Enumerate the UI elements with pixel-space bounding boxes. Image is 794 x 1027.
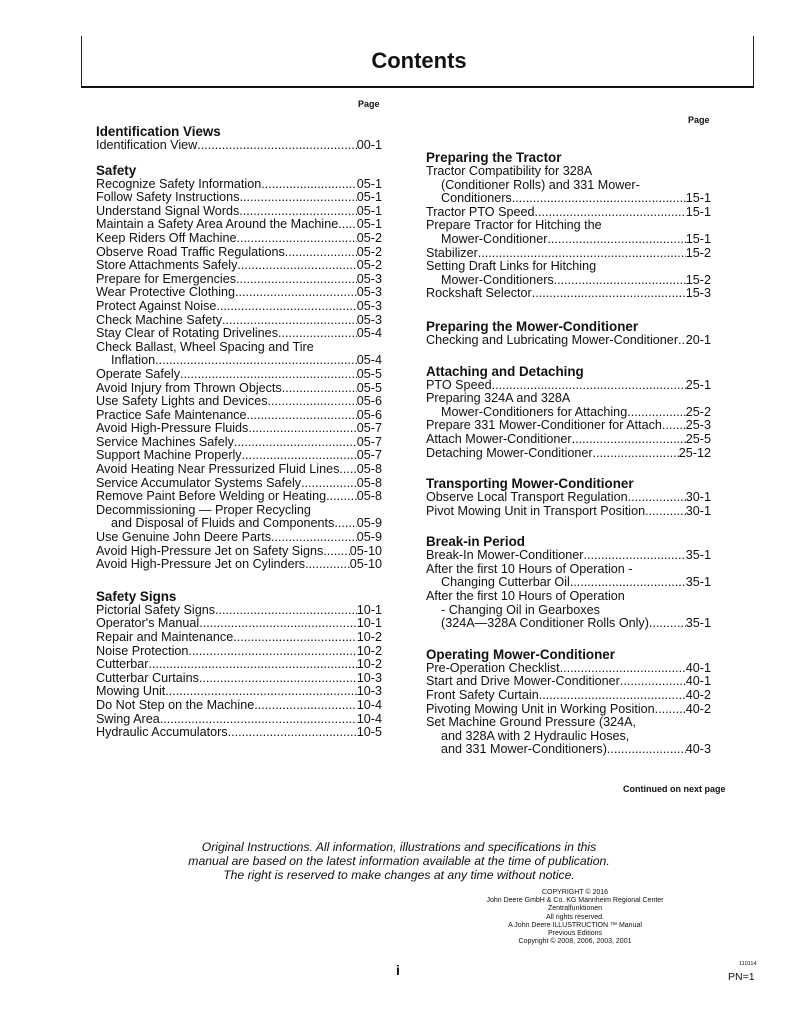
- toc-entry-label: Conditioners: [441, 191, 512, 206]
- toc-entry-page: 00-1: [356, 138, 382, 152]
- toc-entry[interactable]: [426, 743, 711, 757]
- toc-entry[interactable]: [96, 382, 382, 396]
- toc-entry-page: 05-8: [356, 489, 382, 504]
- toc-entry-page: 05-2: [356, 230, 382, 245]
- toc-entry-label: Noise Protection: [96, 643, 189, 658]
- toc-entry[interactable]: [96, 422, 382, 436]
- toc-section: [426, 647, 711, 757]
- toc-entry[interactable]: [96, 354, 382, 368]
- dot-leader: [271, 531, 357, 545]
- toc-entry[interactable]: [96, 436, 382, 450]
- toc-entry[interactable]: [96, 218, 382, 232]
- toc-entry[interactable]: [96, 286, 382, 300]
- toc-entry-page: 40-2: [685, 701, 711, 716]
- dot-leader: [570, 576, 686, 590]
- toc-entry-page: 10-4: [356, 711, 382, 726]
- toc-entry-label: Prepare 331 Mower-Conditioner for Attach: [426, 418, 662, 433]
- dot-leader: [535, 206, 686, 220]
- toc-entry-label: Do Not Step on the Machine: [96, 697, 255, 712]
- toc-entry[interactable]: [96, 545, 382, 559]
- toc-entry-label: Avoid High-Pressure Fluids: [96, 421, 249, 436]
- toc-entry-label: (324A—328A Conditioner Rolls Only): [441, 616, 649, 631]
- toc-entry-page: 05-7: [356, 448, 382, 463]
- dot-leader: [583, 549, 685, 563]
- toc-entry-label: Practice Safe Maintenance: [96, 407, 247, 422]
- toc-entry-label: Mower-Conditioner: [441, 231, 548, 246]
- toc-entry[interactable]: [96, 232, 382, 246]
- toc-entry[interactable]: [426, 491, 711, 505]
- toc-entry-label: Avoid Heating Near Pressurized Fluid Lines: [96, 462, 340, 477]
- toc-entry-line: Preparing 324A and 328A: [426, 391, 571, 406]
- toc-entry[interactable]: [96, 273, 382, 287]
- page-number: i: [396, 962, 400, 978]
- toc-section: [426, 319, 711, 348]
- toc-entry-label: Mower-Conditioners: [441, 272, 554, 287]
- toc-entry-page: 05-1: [356, 217, 382, 232]
- toc-entry[interactable]: [426, 447, 711, 461]
- dot-leader: [242, 449, 357, 463]
- copyright-block: [470, 889, 680, 946]
- toc-entry-label: Avoid Injury from Thrown Objects: [96, 380, 282, 395]
- toc-entry-label: Attach Mower-Conditioner: [426, 431, 572, 446]
- toc-section: [426, 364, 711, 461]
- contents-right-column: [426, 150, 711, 757]
- dot-leader: [620, 675, 686, 689]
- section-title: Identification Views: [96, 124, 221, 139]
- toc-entry-page: 30-1: [685, 490, 711, 505]
- section-title: Operating Mower-Conditioner: [426, 646, 615, 662]
- toc-entry[interactable]: [426, 675, 711, 689]
- dot-leader: [237, 259, 356, 273]
- toc-entry-label: Use Safety Lights and Devices: [96, 394, 268, 409]
- toc-section: [96, 124, 382, 153]
- toc-entry[interactable]: [96, 645, 382, 659]
- toc-entry-line: - Changing Oil in Gearboxes: [441, 602, 600, 617]
- toc-entry-page: 05-7: [356, 434, 382, 449]
- dot-leader: [662, 419, 686, 433]
- toc-entry[interactable]: [96, 604, 382, 618]
- toc-entry[interactable]: [96, 531, 382, 545]
- copyright-line: Previous Editions: [547, 930, 603, 938]
- toc-entry[interactable]: [96, 449, 382, 463]
- toc-entry-page: 10-2: [356, 657, 382, 672]
- toc-entry-label: Start and Drive Mower-Conditioner: [426, 674, 620, 689]
- toc-entry[interactable]: [426, 419, 711, 433]
- dot-leader: [197, 139, 357, 153]
- toc-entry[interactable]: [96, 205, 382, 219]
- toc-entry-page: 05-3: [356, 285, 382, 300]
- toc-entry-label: Remove Paint Before Welding or Heating: [96, 489, 327, 504]
- dot-leader: [233, 631, 357, 645]
- toc-entry[interactable]: [96, 259, 382, 273]
- toc-entry-line: and 328A with 2 Hydraulic Hoses,: [441, 728, 630, 743]
- toc-entry-page: 05-1: [356, 190, 382, 205]
- toc-entry-label: Pre-Operation Checklist: [426, 660, 560, 675]
- dot-leader: [678, 334, 686, 348]
- toc-entry-label: Mowing Unit: [96, 684, 166, 699]
- toc-entry-label: and Disposal of Fluids and Components: [111, 516, 335, 531]
- toc-entry[interactable]: [426, 505, 711, 519]
- dot-leader: [155, 354, 357, 368]
- dot-leader: [334, 517, 356, 531]
- toc-entry-line: Tractor Compatibility for 328A: [426, 164, 593, 178]
- toc-entry[interactable]: [426, 617, 711, 631]
- toc-entry-page: 05-10: [349, 543, 382, 558]
- original-instructions-notice: [150, 840, 648, 882]
- copyright-line: John Deere GmbH & Co. KG Mannheim Regional Center: [486, 897, 664, 905]
- toc-entry[interactable]: [96, 409, 382, 423]
- toc-entry-page: 15-2: [685, 245, 711, 260]
- toc-entry[interactable]: [96, 658, 382, 672]
- toc-entry-label: Checking and Lubricating Mower-Conditioner: [426, 332, 679, 347]
- toc-entry[interactable]: [426, 433, 711, 447]
- toc-entry[interactable]: [96, 314, 382, 328]
- dot-leader: [492, 379, 686, 393]
- toc-entry-page: 30-1: [685, 503, 711, 518]
- toc-entry-line: Decommissioning — Proper Recycling: [96, 502, 311, 517]
- dot-leader: [539, 689, 686, 703]
- toc-entry-line: Setting Draft Links for Hitching: [426, 259, 597, 274]
- toc-entry-label: Repair and Maintenance: [96, 630, 234, 644]
- dot-leader: [572, 433, 686, 447]
- toc-entry-label: Operator's Manual: [96, 616, 200, 631]
- dot-leader: [323, 545, 350, 559]
- section-title: Safety Signs: [96, 588, 177, 604]
- toc-entry-label: Stabilizer: [426, 245, 478, 260]
- dot-leader: [254, 699, 357, 713]
- toc-entry[interactable]: [426, 206, 711, 220]
- toc-entry-label: Check Machine Safety: [96, 312, 222, 327]
- toc-entry[interactable]: [96, 517, 382, 531]
- toc-entry-label: Wear Protective Clothing: [96, 285, 236, 300]
- section-title: Preparing the Mower-Conditioner: [426, 318, 639, 334]
- toc-entry-page: 25-5: [685, 431, 711, 446]
- pn-label: PN=1: [728, 971, 755, 983]
- toc-entry[interactable]: [426, 287, 711, 301]
- page-column-label-right: Page: [688, 115, 710, 125]
- dot-leader: [239, 205, 357, 219]
- toc-entry-page: 05-5: [356, 366, 382, 381]
- toc-entry-page: 05-3: [356, 312, 382, 327]
- toc-entry-label: Hydraulic Accumulators: [96, 725, 228, 740]
- dot-leader: [627, 406, 686, 420]
- toc-entry-label: Operate Safely: [96, 366, 181, 381]
- toc-entry-label: Front Safety Curtain: [426, 688, 539, 703]
- toc-entry-page: 40-2: [685, 688, 711, 703]
- toc-entry[interactable]: [96, 327, 382, 341]
- dot-leader: [222, 314, 357, 328]
- section-title: Transporting Mower-Conditioner: [426, 476, 634, 492]
- toc-entry-label: Understand Signal Words: [96, 203, 240, 218]
- dot-leader: [160, 713, 357, 727]
- toc-entry-label: Pivot Mowing Unit in Transport Position: [426, 503, 646, 518]
- toc-entry-page: 25-2: [685, 404, 711, 419]
- toc-entry-line: After the first 10 Hours of Operation: [426, 589, 625, 604]
- toc-entry[interactable]: [96, 139, 382, 153]
- dot-leader: [285, 246, 357, 260]
- toc-entry[interactable]: [96, 713, 382, 727]
- toc-entry[interactable]: [96, 699, 382, 713]
- toc-entry-page: 20-1: [685, 332, 711, 347]
- dot-leader: [247, 409, 357, 423]
- toc-entry-page: 15-1: [685, 231, 711, 246]
- toc-entry-page: 25-1: [685, 377, 711, 392]
- page-title: Contents: [371, 48, 467, 73]
- title-rule: [81, 86, 754, 88]
- notice-line: The right is reserved to make changes at any time without notice.: [223, 868, 575, 882]
- section-title: Break-in Period: [426, 534, 525, 550]
- dot-leader: [215, 604, 357, 618]
- dot-leader: [326, 490, 357, 504]
- toc-entry-page: 05-8: [356, 475, 382, 490]
- toc-entry-page: 05-1: [356, 203, 382, 218]
- toc-entry[interactable]: [96, 178, 382, 192]
- dot-leader: [645, 505, 686, 519]
- copyright-line: A John Deere ILLUSTRUCTION ™ Manual: [508, 921, 642, 929]
- toc-entry-page: 05-8: [356, 462, 382, 477]
- dot-leader: [655, 703, 686, 717]
- dot-leader: [305, 558, 350, 572]
- notice-line: manual are based on the latest information available at the time of publication.: [188, 854, 610, 868]
- toc-entry-page: 10-3: [356, 670, 382, 685]
- toc-entry-page: 05-3: [356, 271, 382, 286]
- toc-entry-label: Tractor PTO Speed: [426, 204, 535, 219]
- toc-entry[interactable]: [96, 490, 382, 504]
- toc-entry[interactable]: [96, 477, 382, 491]
- toc-entry[interactable]: [96, 672, 382, 686]
- toc-entry-label: Use Genuine John Deere Parts: [96, 530, 272, 545]
- toc-entry-label: Changing Cutterbar Oil: [441, 575, 570, 590]
- dot-leader: [165, 685, 356, 699]
- dot-leader: [180, 368, 357, 382]
- toc-entry-label: Cutterbar: [96, 657, 149, 672]
- toc-entry-page: 15-1: [685, 191, 711, 206]
- toc-entry-label: Avoid High-Pressure Jet on Safety Signs: [96, 543, 324, 558]
- toc-entry-line: Prepare Tractor for Hitching the: [426, 218, 602, 233]
- toc-entry-label: Avoid High-Pressure Jet on Cylinders: [96, 557, 306, 572]
- section-title: Preparing the Tractor: [426, 150, 562, 165]
- toc-entry-line: Check Ballast, Wheel Spacing and Tire: [96, 339, 314, 354]
- toc-entry-page: 10-1: [356, 616, 382, 631]
- toc-entry-label: and 331 Mower-Conditioners): [441, 742, 607, 757]
- toc-entry-line: After the first 10 Hours of Operation -: [426, 561, 633, 576]
- toc-entry-line: Set Machine Ground Pressure (324A,: [426, 715, 637, 730]
- dot-leader: [199, 672, 357, 686]
- toc-entry-label: Maintain a Safety Area Around the Machine: [96, 217, 339, 232]
- toc-entry[interactable]: [426, 689, 711, 703]
- toc-entry-label: Swing Area: [96, 711, 160, 726]
- toc-entry[interactable]: [96, 395, 382, 409]
- toc-entry-label: Follow Safety Instructions: [96, 190, 240, 205]
- dot-leader: [649, 617, 686, 631]
- toc-entry-page: 35-1: [685, 616, 711, 631]
- dot-leader: [228, 726, 357, 740]
- toc-entry-page: 05-3: [356, 298, 382, 313]
- toc-entry[interactable]: [96, 631, 382, 645]
- toc-section: [96, 589, 382, 740]
- toc-entry-page: 10-1: [356, 602, 382, 617]
- dot-leader: [149, 658, 357, 672]
- toc-entry-page: 05-1: [356, 176, 382, 191]
- toc-entry-label: PTO Speed: [426, 377, 492, 392]
- toc-entry-page: 05-2: [356, 258, 382, 273]
- toc-entry-page: 40-1: [685, 674, 711, 689]
- copyright-line: Zentralfunktionen: [547, 905, 603, 913]
- toc-entry-page: 05-7: [356, 421, 382, 436]
- dot-leader: [188, 645, 356, 659]
- toc-entry-page: 15-1: [685, 204, 711, 219]
- toc-entry[interactable]: [426, 233, 711, 247]
- toc-entry[interactable]: [96, 558, 382, 572]
- dot-leader: [261, 178, 357, 192]
- toc-entry-label: Keep Riders Off Machine: [96, 230, 237, 245]
- dot-leader: [240, 191, 357, 205]
- toc-entry[interactable]: [426, 274, 711, 288]
- toc-entry-page: 10-5: [356, 725, 382, 740]
- toc-entry[interactable]: [96, 368, 382, 382]
- toc-entry-page: 15-3: [685, 286, 711, 301]
- dot-leader: [554, 274, 686, 288]
- toc-entry-label: Mower-Conditioners for Attaching: [441, 404, 628, 419]
- toc-entry-label: Support Machine Properly: [96, 448, 242, 463]
- toc-entry-label: Cutterbar Curtains: [96, 670, 199, 685]
- copyright-line: Copyright © 2008, 2006, 2003, 2001: [518, 938, 632, 946]
- copyright-line: COPYRIGHT © 2016: [541, 889, 609, 896]
- toc-entry-page: 40-3: [685, 742, 711, 757]
- copyright-line: All rights reserved.: [546, 913, 604, 921]
- toc-entry-page: 35-1: [685, 575, 711, 590]
- toc-entry-page: 05-6: [356, 407, 382, 422]
- dot-leader: [593, 447, 679, 461]
- continued-note: Continued on next page: [623, 784, 726, 794]
- toc-entry-page: 05-9: [356, 530, 382, 545]
- toc-entry[interactable]: [426, 549, 711, 563]
- toc-entry-label: Prepare for Emergencies: [96, 271, 236, 286]
- toc-entry-page: 15-2: [685, 272, 711, 287]
- toc-entry-label: Pivoting Mowing Unit in Working Position: [426, 701, 655, 716]
- toc-entry[interactable]: [426, 703, 711, 717]
- dot-leader: [532, 287, 686, 301]
- toc-entry[interactable]: [96, 463, 382, 477]
- dot-leader: [236, 273, 357, 287]
- document-code: 110114: [739, 961, 757, 967]
- dot-leader: [235, 286, 357, 300]
- toc-entry-label: Service Accumulator Systems Safely: [96, 475, 302, 490]
- toc-entry-page: 05-5: [356, 380, 382, 395]
- dot-leader: [339, 463, 356, 477]
- dot-leader: [234, 436, 357, 450]
- toc-entry[interactable]: [426, 576, 711, 590]
- toc-entry[interactable]: [426, 334, 711, 348]
- section-title: Safety: [96, 162, 137, 178]
- toc-entry-label: Recognize Safety Information: [96, 176, 262, 191]
- dot-leader: [301, 477, 357, 491]
- toc-entry-label: Observe Road Traffic Regulations: [96, 244, 285, 259]
- page-column-label-left: Page: [358, 99, 380, 109]
- dot-leader: [547, 233, 685, 247]
- toc-entry-page: 10-2: [356, 643, 382, 658]
- toc-entry[interactable]: [426, 247, 711, 261]
- toc-entry-label: Service Machines Safely: [96, 434, 234, 449]
- section-title: Attaching and Detaching: [426, 363, 584, 379]
- toc-entry-page: 05-10: [349, 557, 382, 572]
- dot-leader: [607, 743, 686, 757]
- toc-entry-page: 05-6: [356, 394, 382, 409]
- toc-section: [96, 163, 382, 572]
- toc-entry-page: 10-2: [356, 630, 382, 644]
- toc-entry-label: Rockshaft Selector: [426, 286, 532, 301]
- toc-entry-page: 05-4: [356, 353, 382, 368]
- toc-entry-page: 10-4: [356, 697, 382, 712]
- dot-leader: [278, 327, 357, 341]
- toc-entry-page: 25-3: [685, 418, 711, 433]
- dot-leader: [199, 617, 357, 631]
- contents-left-column: [96, 124, 382, 740]
- toc-entry[interactable]: [426, 406, 711, 420]
- toc-entry[interactable]: [96, 300, 382, 314]
- dot-leader: [628, 491, 686, 505]
- toc-entry-label: Identification View: [96, 138, 198, 152]
- dot-leader: [560, 662, 686, 676]
- dot-leader: [216, 300, 356, 314]
- toc-entry-label: Inflation: [111, 353, 156, 368]
- toc-entry-label: Break-In Mower-Conditioner: [426, 548, 584, 563]
- dot-leader: [236, 232, 356, 246]
- toc-entry[interactable]: [96, 246, 382, 260]
- dot-leader: [248, 422, 356, 436]
- toc-entry-label: Store Attachments Safely: [96, 258, 238, 273]
- toc-section: [426, 150, 711, 301]
- toc-section: [426, 476, 711, 518]
- dot-leader: [282, 382, 357, 396]
- toc-entry-page: 40-1: [685, 660, 711, 675]
- toc-entry[interactable]: [426, 192, 711, 206]
- toc-section: [426, 534, 711, 631]
- notice-line: Original Instructions. All information, illustrations and specifications in this: [201, 840, 597, 854]
- toc-entry-page: 05-2: [356, 244, 382, 259]
- toc-entry-label: Pictorial Safety Signs: [96, 602, 215, 617]
- toc-entry[interactable]: [96, 726, 382, 740]
- toc-entry-label: Observe Local Transport Regulation: [426, 490, 628, 505]
- dot-leader: [478, 247, 686, 261]
- toc-entry-page: 05-4: [356, 326, 382, 341]
- toc-entry-label: Stay Clear of Rotating Drivelines: [96, 326, 278, 341]
- dot-leader: [268, 395, 357, 409]
- toc-entry-page: 25-12: [678, 445, 711, 460]
- toc-entry[interactable]: [426, 662, 711, 676]
- toc-entry[interactable]: [426, 379, 711, 393]
- toc-entry-page: 05-9: [356, 516, 382, 531]
- toc-entry-page: 35-1: [685, 548, 711, 563]
- dot-leader: [512, 192, 686, 206]
- toc-entry[interactable]: [96, 617, 382, 631]
- dot-leader: [338, 218, 357, 232]
- toc-entry[interactable]: [96, 191, 382, 205]
- toc-entry[interactable]: [96, 685, 382, 699]
- toc-entry-page: 10-3: [356, 684, 382, 699]
- toc-entry-label: Protect Against Noise: [96, 298, 217, 313]
- toc-entry-line: (Conditioner Rolls) and 331 Mower-: [441, 177, 640, 192]
- toc-entry-label: Detaching Mower-Conditioner: [426, 445, 593, 460]
